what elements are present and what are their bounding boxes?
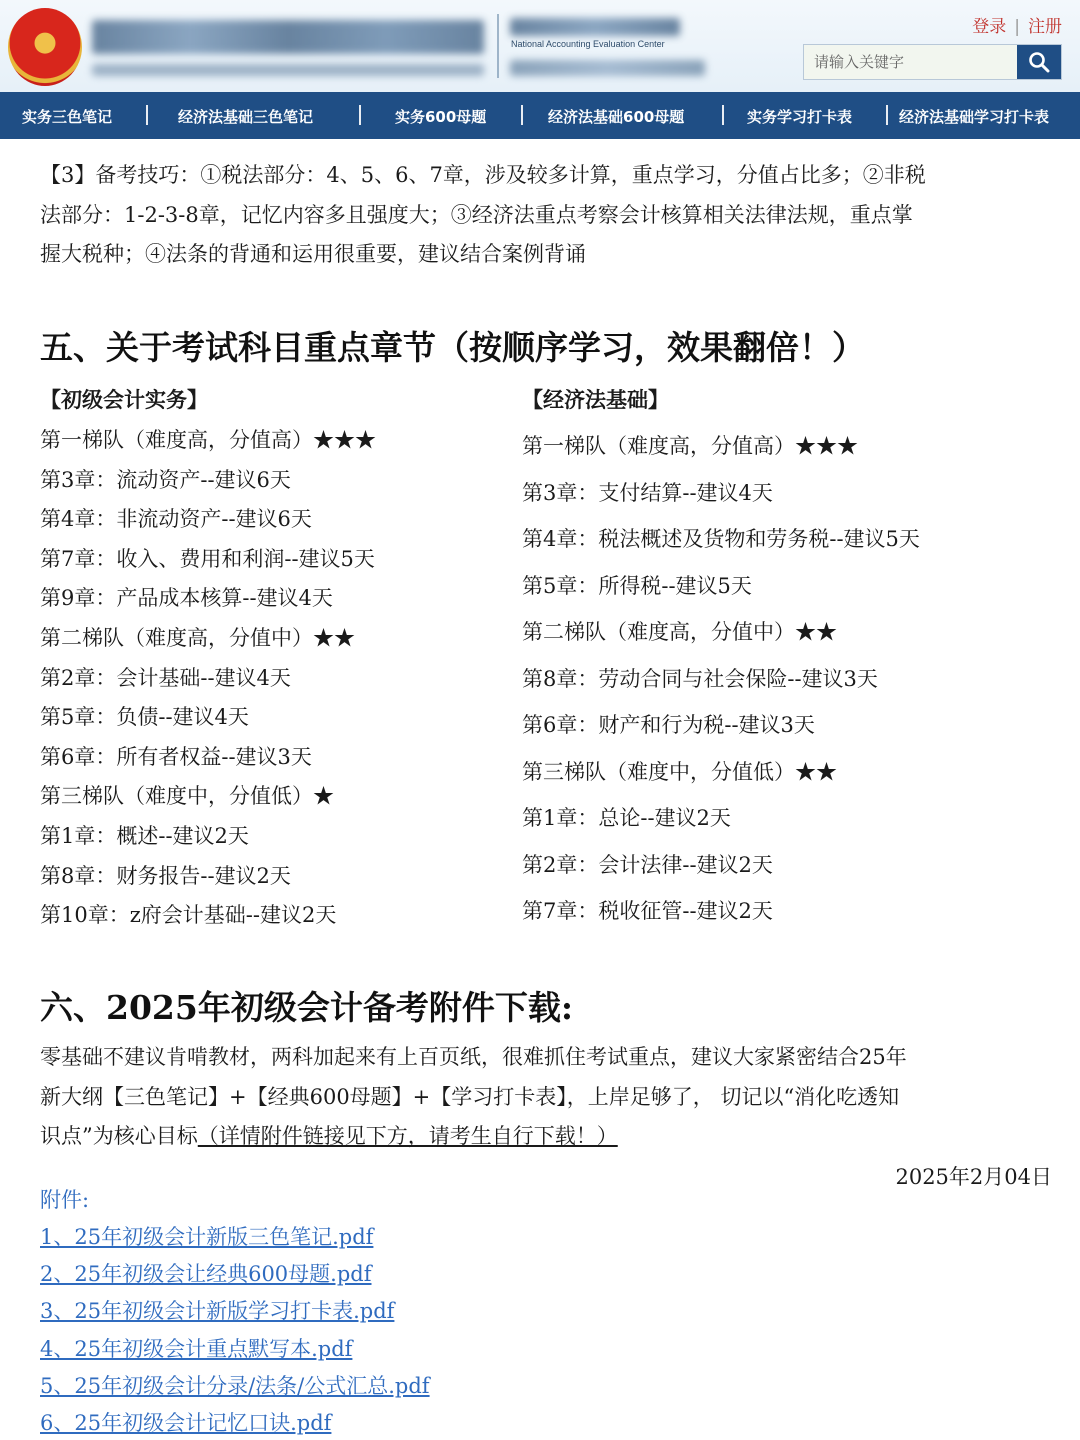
national-emblem-logo [8, 8, 82, 86]
section6-line: 零基础不建议肯啃教材，两科加起来有上百页纸，很难抓住考试重点，建议大家紧密结合25年 [40, 1045, 907, 1069]
attachment-link[interactable]: 1、25年初级会计新版三色笔记.pdf [40, 1225, 374, 1249]
site-header [0, 0, 1080, 92]
main-nav [0, 92, 1080, 139]
right-chapter-line: 第4章：税法概述及货物和劳务税--建议5天 [522, 527, 920, 551]
publish-date: 2025年2月04日 [895, 1165, 1052, 1189]
left-column-heading: 【初级会计实务】 [40, 387, 208, 412]
attachments-label: 附件: [40, 1188, 90, 1212]
right-chapter-line: 第三梯队（难度中，分值低）★★ [522, 760, 837, 784]
search-input[interactable] [804, 45, 1018, 79]
section6-title: 六、2025年初级会计备考附件下载: [40, 988, 574, 1027]
nav-item-practice-600[interactable]: 实务600母题 [395, 108, 487, 126]
right-chapter-line: 第1章：总论--建议2天 [522, 806, 731, 830]
nav-divider [146, 105, 148, 125]
auth-links [972, 12, 1062, 37]
section5-title: 五、关于考试科目重点章节（按顺序学习，效果翻倍！） [40, 328, 865, 367]
right-chapter-line: 第5章：所得税--建议5天 [522, 574, 752, 598]
nav-item-law-600[interactable]: 经济法基础600母题 [548, 108, 685, 126]
auth-divider: | [1014, 17, 1020, 37]
nav-item-practice-notes[interactable]: 实务三色笔记 [22, 108, 113, 126]
site-title-cn-blurred [92, 20, 484, 54]
download-hint: （详情附件链接见下方，请考生自行下载！） [197, 1124, 618, 1148]
nav-divider [886, 105, 888, 125]
left-chapter-line: 第二梯队（难度高，分值中）★★ [40, 626, 355, 650]
register-link[interactable]: 注册 [1028, 17, 1062, 37]
attachment-link[interactable]: 4、25年初级会计重点默写本.pdf [40, 1337, 353, 1361]
left-chapter-line: 第三梯队（难度中，分值低）★ [40, 784, 334, 808]
right-chapter-line: 第7章：税收征管--建议2天 [522, 899, 773, 923]
nav-item-law-checkin[interactable]: 经济法基础学习打卡表 [899, 108, 1050, 126]
study-tips-paragraph [40, 156, 1052, 275]
nav-divider [359, 105, 361, 125]
left-chapter-line: 第3章：流动资产--建议6天 [40, 468, 291, 492]
right-chapter-line: 第6章：财产和行为税--建议3天 [522, 713, 815, 737]
search-icon [1028, 51, 1050, 73]
left-chapter-line: 第1章：概述--建议2天 [40, 824, 249, 848]
nav-divider [722, 105, 724, 125]
center-subtitle-blurred [510, 60, 705, 76]
left-chapter-line: 第5章：负债--建议4天 [40, 705, 249, 729]
right-column-heading: 【经济法基础】 [522, 387, 669, 412]
search-button[interactable] [1017, 45, 1061, 79]
nav-divider [521, 105, 523, 125]
left-chapter-line: 第6章：所有者权益--建议3天 [40, 745, 312, 769]
nav-item-practice-checkin[interactable]: 实务学习打卡表 [747, 108, 853, 126]
tips-line: 【3】备考技巧：①税法部分：4、5、6、7章，涉及较多计算，重点学习，分值占比多；②非税 [40, 163, 926, 187]
attachment-link[interactable]: 6、25年初级会计记忆口诀.pdf [40, 1411, 332, 1435]
left-chapter-line: 第9章：产品成本核算--建议4天 [40, 586, 333, 610]
right-chapter-line: 第2章：会计法律--建议2天 [522, 853, 773, 877]
tips-line: 握大税种；④法条的背通和运用很重要，建议结合案例背诵 [40, 242, 586, 266]
header-divider [497, 14, 499, 78]
attachment-link[interactable]: 3、25年初级会计新版学习打卡表.pdf [40, 1299, 395, 1323]
center-title-cn-blurred [510, 18, 680, 36]
left-chapter-line: 第2章：会计基础--建议4天 [40, 666, 291, 690]
center-title-en: National Accounting Evaluation Center [511, 39, 665, 49]
left-chapter-line: 第一梯队（难度高，分值高）★★★ [40, 428, 376, 452]
attachment-link[interactable]: 5、25年初级会计分录/法条/公式汇总.pdf [40, 1374, 430, 1398]
section6-line-text: 识点”为核心目标 [40, 1124, 198, 1148]
left-chapter-line: 第4章：非流动资产--建议6天 [40, 507, 312, 531]
site-title-en-blurred [92, 64, 484, 76]
left-chapter-line: 第8章：财务报告--建议2天 [40, 864, 291, 888]
right-chapter-line: 第3章：支付结算--建议4天 [522, 481, 773, 505]
section6-paragraph [40, 1038, 1052, 1157]
attachment-link[interactable]: 2、25年初级会让经典600母题.pdf [40, 1262, 372, 1286]
section6-line: 新大纲【三色笔记】+【经典600母题】+【学习打卡表】，上岸足够了， 切记以“消化吃透知 [40, 1084, 900, 1109]
section6-line [40, 1117, 1052, 1157]
left-chapter-line: 第10章：z府会计基础--建议2天 [40, 903, 337, 927]
nav-item-law-notes[interactable]: 经济法基础三色笔记 [178, 108, 314, 126]
left-chapter-line: 第7章：收入、费用和利润--建议5天 [40, 547, 375, 571]
tips-line: 法部分：1-2-3-8章，记忆内容多且强度大；③经济法重点考察会计核算相关法律法规，重点掌 [40, 202, 913, 227]
right-chapter-line: 第8章：劳动合同与社会保险--建议3天 [522, 667, 878, 691]
right-chapter-line: 第二梯队（难度高，分值中）★★ [522, 620, 837, 644]
search-box [803, 44, 1062, 80]
login-link[interactable]: 登录 [972, 17, 1007, 37]
right-chapter-line: 第一梯队（难度高，分值高）★★★ [522, 434, 858, 458]
